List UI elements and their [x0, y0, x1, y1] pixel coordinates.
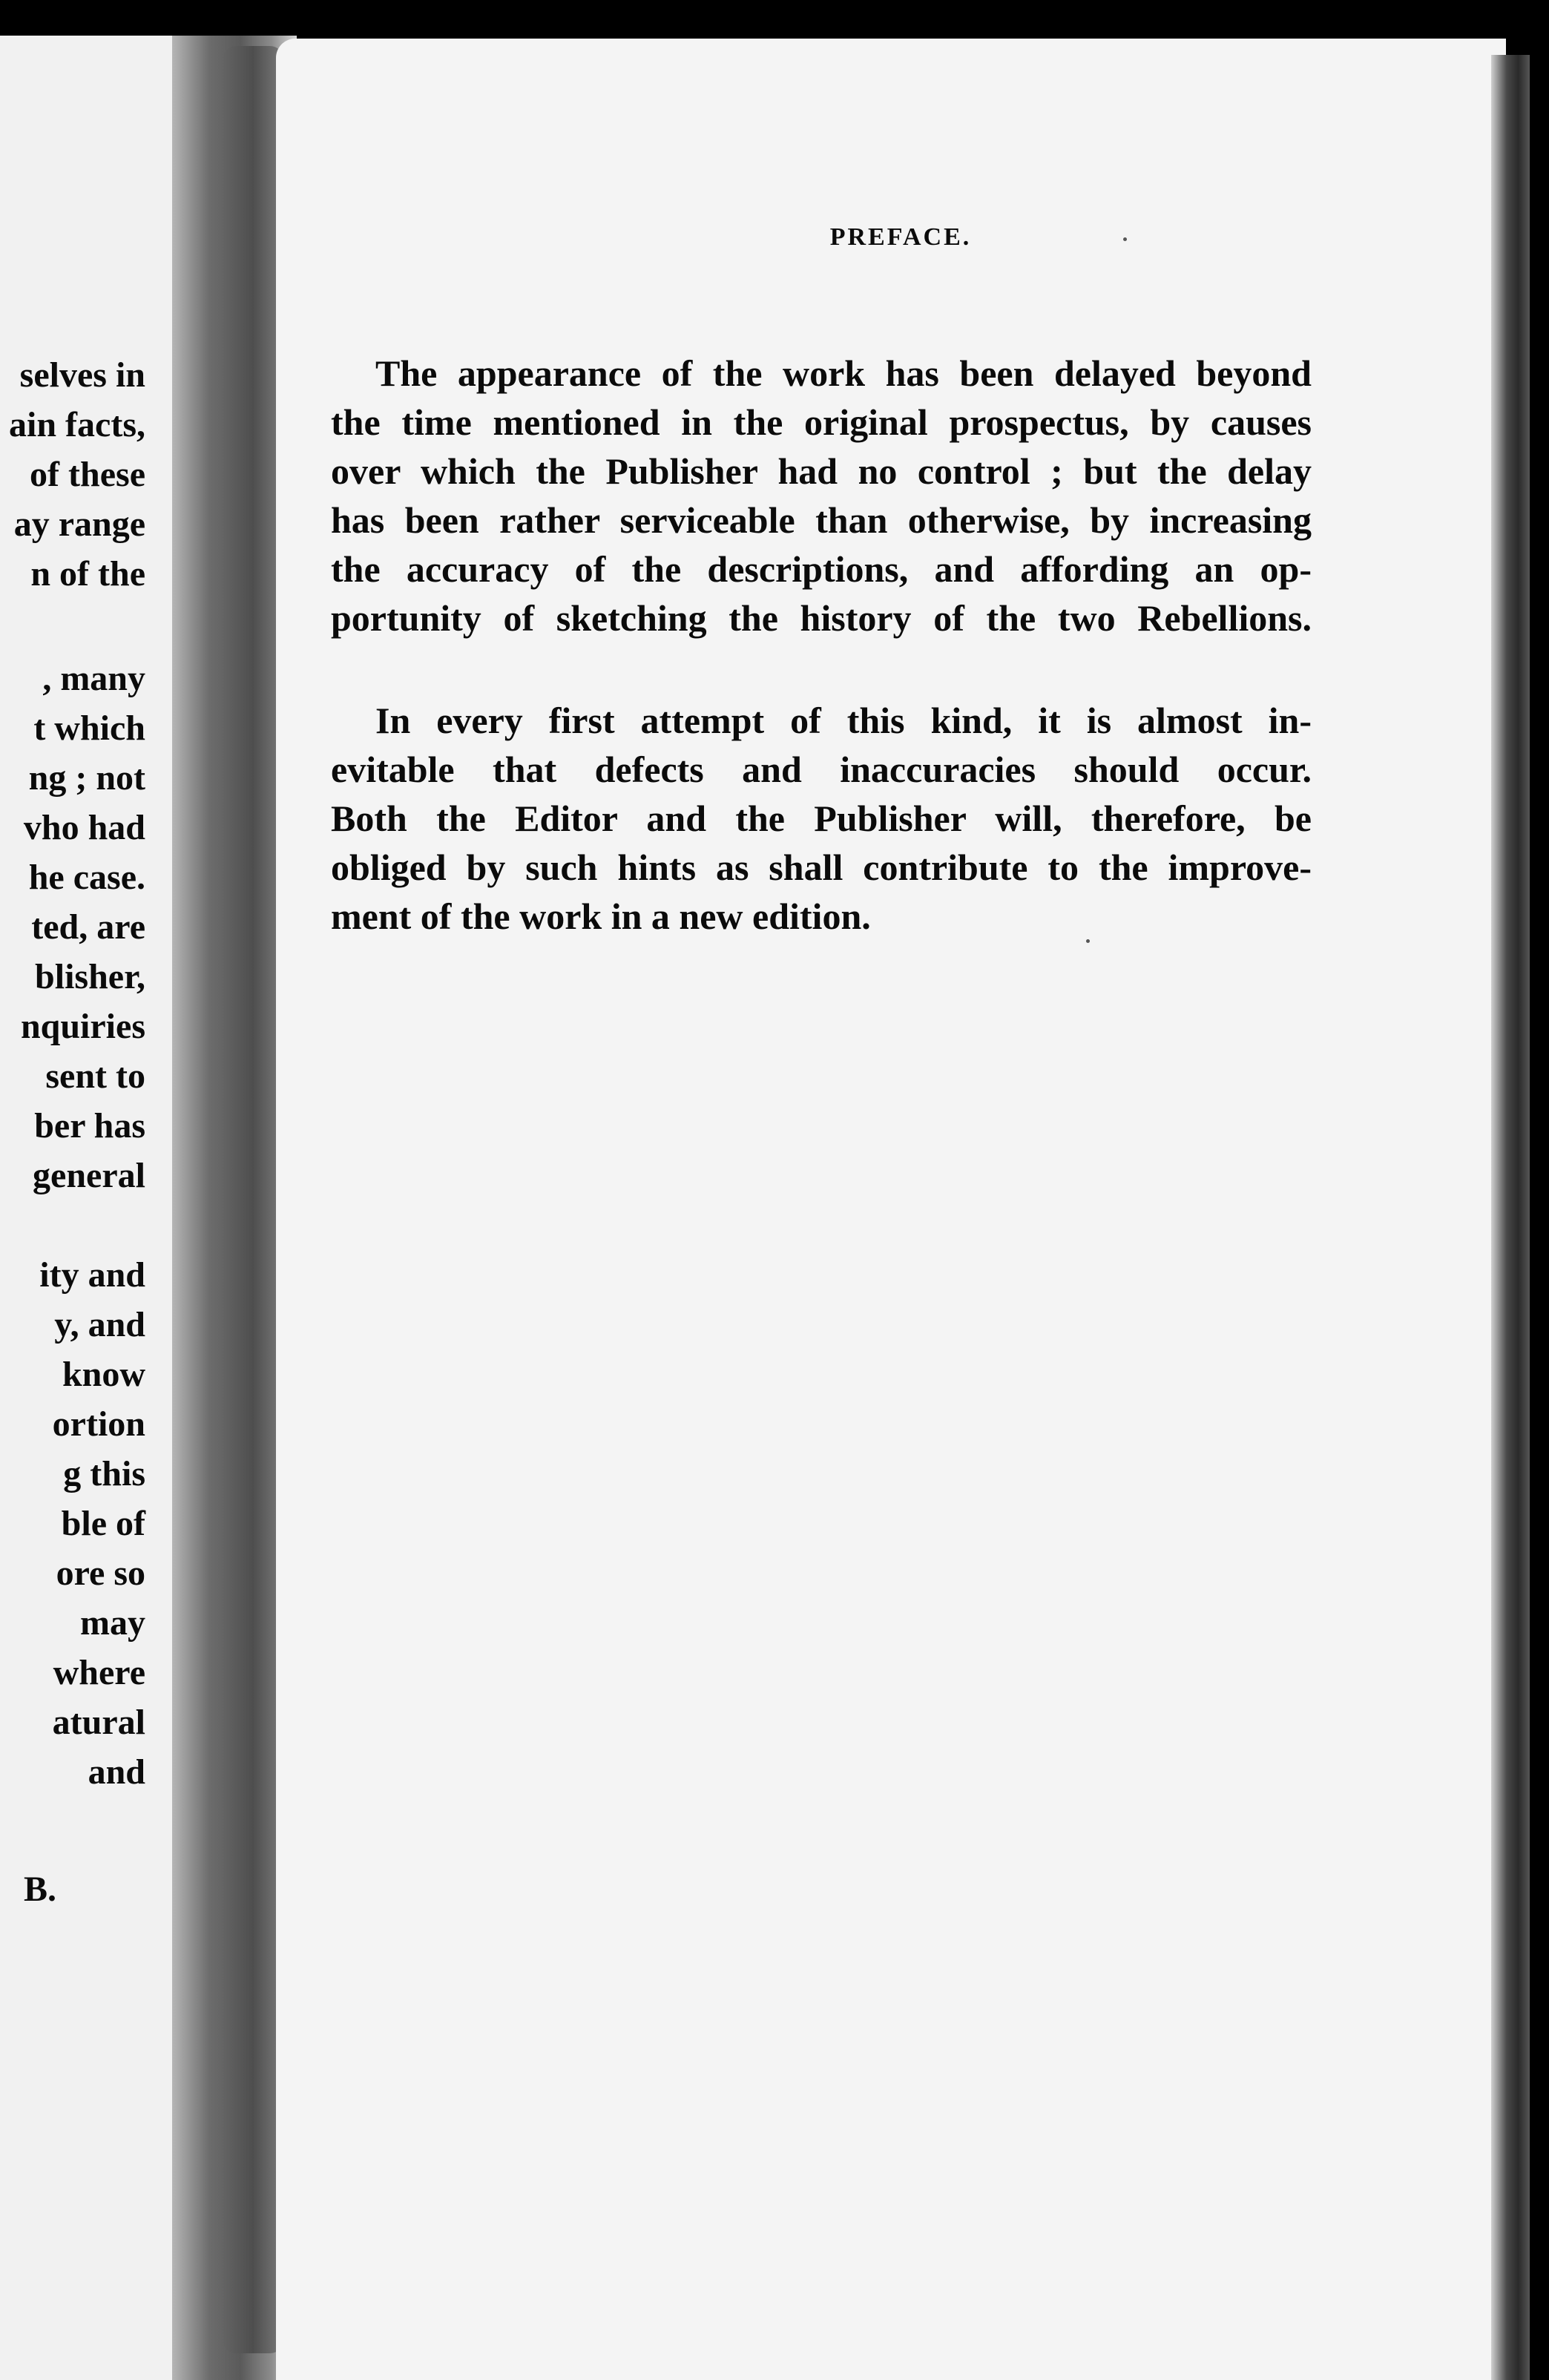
left-line: n of the	[30, 554, 145, 594]
left-line: g this	[63, 1454, 145, 1493]
page-edge	[1491, 55, 1530, 2380]
left-line: ore so	[56, 1554, 145, 1593]
preface-heading: PREFACE.	[829, 223, 972, 251]
left-line: ay range	[13, 504, 145, 544]
left-line: nquiries	[20, 1007, 145, 1046]
left-line: may	[80, 1603, 145, 1643]
paragraph-line: evitable that defects and inaccuracies should occur.	[331, 749, 1312, 790]
page-header	[0, 225, 1549, 250]
paragraph-line: over which the Publisher had no control ; but the delay	[331, 450, 1312, 492]
paragraph-line: the time mentioned in the original prospectus, by causes	[331, 401, 1312, 443]
left-line: ng ; not	[28, 758, 145, 798]
left-line: and	[88, 1752, 145, 1792]
paragraph-line: In every first attempt of this kind, it is almost in-	[375, 700, 1312, 741]
left-line: where	[53, 1653, 145, 1692]
paragraph-line: has been rather serviceable than otherwise, by increasing	[331, 499, 1312, 541]
left-line: atural	[52, 1703, 145, 1742]
left-line: ble of	[61, 1504, 145, 1543]
left-line: ted, are	[31, 907, 145, 947]
left-line: vho had	[23, 808, 145, 847]
scan-speck	[1123, 237, 1127, 241]
left-line: t which	[33, 709, 145, 748]
paragraph-line: ment of the work in a new edition.	[331, 895, 871, 937]
left-page-signature-mark: B.	[23, 1870, 56, 1909]
left-line: blisher,	[35, 957, 145, 996]
left-page	[0, 36, 184, 2380]
left-line: of these	[30, 455, 145, 494]
paragraph-line: the accuracy of the descriptions, and affording an op-	[331, 548, 1312, 590]
paragraph-line: obliged by such hints as shall contribute to the improve-	[331, 847, 1312, 888]
scan-speck	[1086, 939, 1090, 943]
paragraph-line: The appearance of the work has been delayed beyond	[375, 352, 1312, 394]
left-line: he case.	[28, 858, 145, 897]
left-line: sent to	[45, 1056, 145, 1096]
left-line: selves in	[19, 355, 145, 395]
left-line: general	[33, 1156, 145, 1195]
left-line: y, and	[54, 1305, 145, 1344]
binding-shadow	[223, 46, 283, 2353]
paragraph-line: portunity of sketching the history of the two Rebellions.	[331, 597, 1312, 639]
left-line: ain facts,	[9, 405, 145, 444]
left-line: ber has	[34, 1106, 145, 1145]
paragraph-line: Both the Editor and the Publisher will, therefore, be	[331, 798, 1312, 839]
left-line: , many	[42, 659, 145, 698]
left-line: know	[62, 1355, 145, 1394]
left-line: ortion	[52, 1404, 145, 1444]
left-line: ity and	[39, 1255, 145, 1295]
